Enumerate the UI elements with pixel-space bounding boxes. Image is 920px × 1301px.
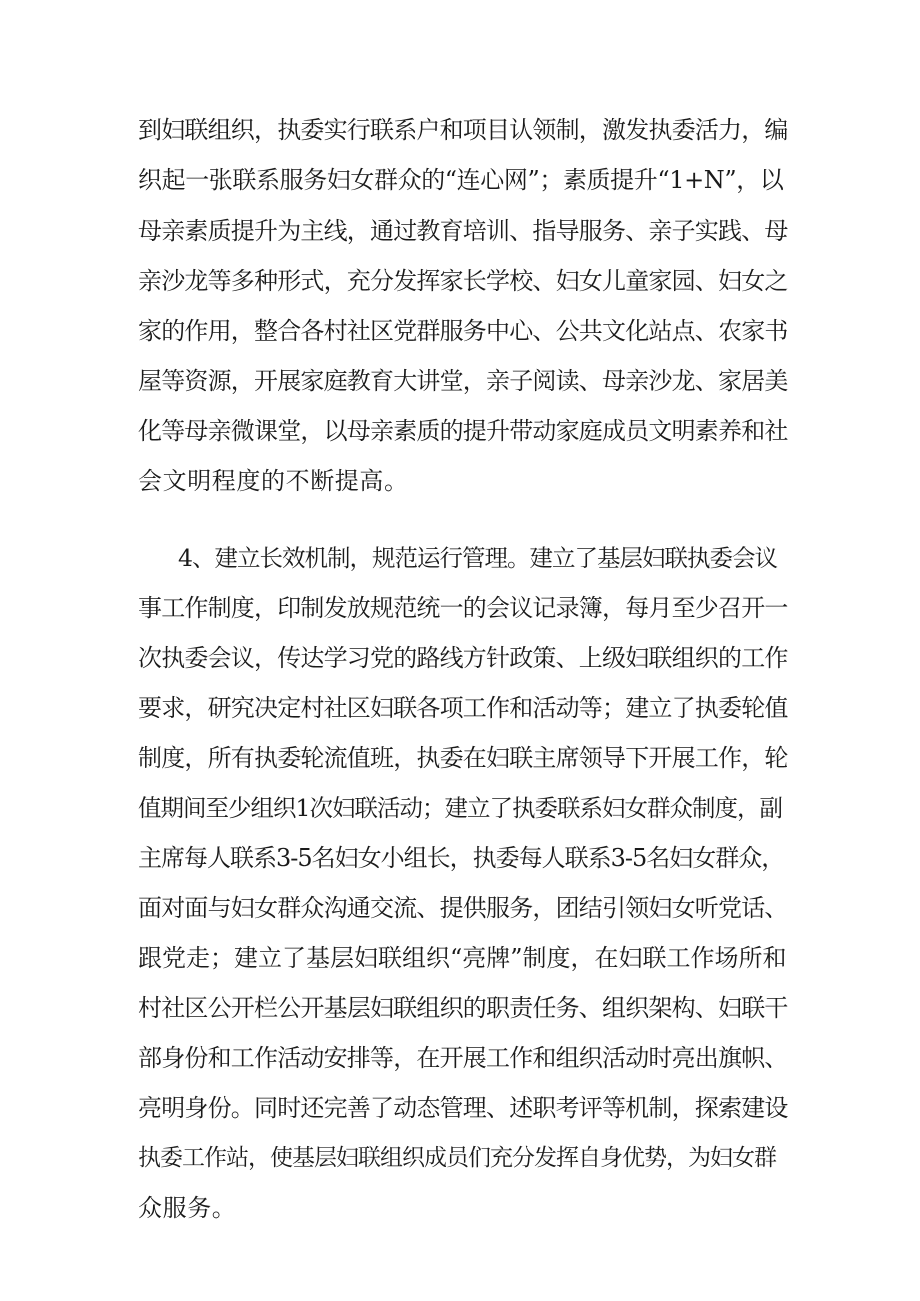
text-line: 织起一张联系服务妇女群众的“连心网”；素质提升“1+N”，以 (138, 166, 784, 194)
text-line: 亲沙龙等多种形式，充分发挥家长学校、妇女儿童家园、妇女之 (138, 267, 788, 295)
text-line: 跟党走；建立了基层妇联组织“亮牌”制度，在妇联工作场所和 (138, 944, 787, 972)
text-line: 会文明程度的不断提高。 (138, 467, 409, 495)
text-line: 次执委会议，传达学习党的路线方针政策、上级妇联组织的工作 (138, 644, 788, 672)
text-line: 执委工作站，使基层妇联组织成员们充分发挥自身优势，为妇女群 (138, 1145, 776, 1171)
text-line: 事工作制度，印制发放规范统一的会议记录簿，每月至少召开一 (138, 594, 788, 622)
text-line: 母亲素质提升为主线，通过教育培训、指导服务、亲子实践、母 (138, 217, 788, 245)
text-line: 化等母亲微课堂，以母亲素质的提升带动家庭成员文明素养和社 (138, 417, 788, 445)
text-line: 制度，所有执委轮流值班，执委在妇联主席领导下开展工作，轮 (138, 744, 788, 772)
text-line: 主席每人联系3-5名妇女小组长，执委每人联系3-5名妇女群众， (138, 844, 785, 872)
text-line: 众服务。 (138, 1194, 237, 1222)
text-line: 要求，研究决定村社区妇联各项工作和活动等；建立了执委轮值 (138, 694, 788, 722)
text-line: 屋等资源，开展家庭教育大讲堂，亲子阅读、母亲沙龙、家居美 (138, 367, 788, 395)
text-line: 部身份和工作活动安排等，在开展工作和组织活动时亮出旗帜、 (138, 1044, 788, 1072)
text-line: 到妇联组织，执委实行联系户和项目认领制，激发执委活力，编 (138, 116, 788, 144)
text-line: 面对面与妇女群众沟通交流、提供服务，团结引领妇女听党话、 (138, 894, 788, 922)
text-line: 亮明身份。同时还完善了动态管理、述职考评等机制，探索建设 (138, 1094, 788, 1122)
text-line: 值期间至少组织1次妇联活动；建立了执委联系妇女群众制度，副 (138, 794, 782, 822)
text-line: 家的作用，整合各村社区党群服务中心、公共文化站点、农家书 (138, 317, 788, 345)
text-line: 4、建立长效机制，规范运行管理。建立了基层妇联执委会议 (178, 544, 777, 572)
text-line: 村社区公开栏公开基层妇联组织的职责任务、组织架构、妇联干 (138, 994, 788, 1022)
